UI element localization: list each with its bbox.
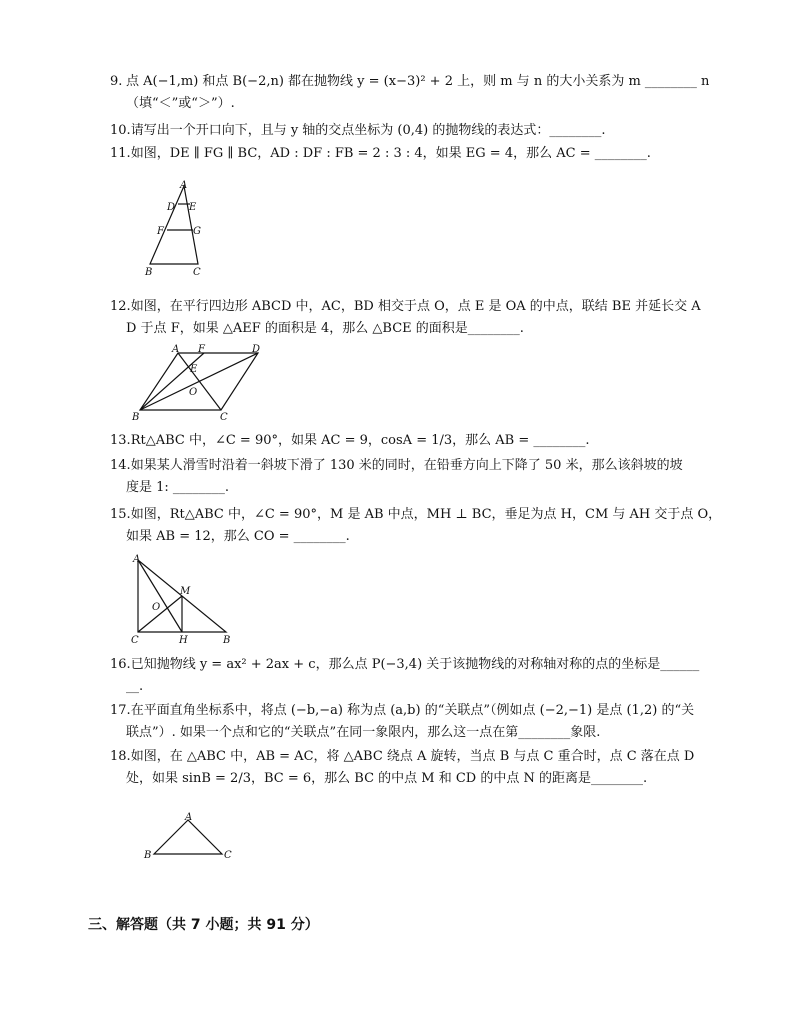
label-A: A — [185, 812, 193, 823]
label-A: A — [133, 554, 141, 565]
label-O: O — [189, 387, 198, 398]
label-C: C — [220, 412, 228, 423]
label-B: B — [132, 412, 140, 423]
label-C: C — [131, 635, 139, 646]
label-G: G — [193, 226, 201, 237]
question-text-cont: 处，如果 sinB = 2/3，BC = 6，那么 BC 的中点 M 和 CD 的中点 N 的距离是________. — [126, 771, 648, 786]
question-number: 18. — [110, 749, 131, 764]
question-text: 已知抛物线 y = ax² + 2ax + c，那么点 P(−3,4) 关于该抛物线的对称轴对称的点的坐标是______ — [130, 657, 700, 672]
question-text: 如图，在 △ABC 中，AB = AC，将 △ABC 绕点 A 旋转，当点 B 与点 C 重合时，点 C 落在点 D — [130, 749, 695, 764]
question-text: 如图，DE ∥ FG ∥ BC，AD : DF : FB = 2 : 3 : 4，如果 EG = 4，那么 AC = ________. — [130, 146, 651, 161]
question-number: 14. — [110, 458, 131, 473]
question-number: 15. — [110, 507, 131, 522]
question-9 — [110, 71, 710, 115]
label-A: A — [172, 344, 180, 355]
figure-12-parallelogram — [128, 340, 268, 424]
label-B: B — [144, 850, 152, 861]
label-B: B — [145, 267, 153, 278]
question-text-cont: （填“＜”或“＞”）. — [126, 96, 235, 111]
label-F: F — [157, 226, 164, 237]
question-17 — [110, 700, 710, 744]
question-number: 13. — [110, 433, 131, 448]
question-text: Rt△ABC 中，∠C = 90°，如果 AC = 9，cosA = 1/3，那么 AB = ________. — [130, 433, 590, 448]
question-text-cont: 度是 1: ________. — [126, 480, 230, 495]
question-16 — [110, 654, 710, 698]
question-number: 11. — [110, 146, 131, 161]
question-11 — [110, 143, 710, 165]
question-14 — [110, 455, 710, 499]
label-C: C — [224, 850, 232, 861]
question-text: 如图，在平行四边形 ABCD 中，AC，BD 相交于点 O，点 E 是 OA 的中点，联结 BE 并延长交 A — [130, 299, 701, 314]
question-number: 17. — [110, 703, 131, 718]
question-text-cont: 联点”）. 如果一个点和它的“关联点”在同一象限内，那么这一点在第________象限. — [126, 725, 601, 740]
question-13 — [110, 430, 710, 452]
label-M: M — [180, 586, 191, 597]
question-15 — [110, 504, 722, 548]
question-text-cont: 如果 AB = 12，那么 CO = ________. — [126, 529, 350, 544]
label-E: E — [190, 364, 198, 375]
question-text-cont: __. — [126, 679, 144, 694]
question-text: 在平面直角坐标系中，将点 (−b,−a) 称为点 (a,b) 的“关联点”（例如点 (−2,−1) 是点 (1,2) 的“关 — [130, 703, 695, 718]
question-text: 如图，Rt△ABC 中，∠C = 90°，M 是 AB 中点，MH ⊥ BC，垂足为点 H，CM 与 AH 交于点 O， — [130, 507, 722, 522]
question-10 — [110, 120, 710, 142]
label-C: C — [193, 267, 201, 278]
question-12 — [110, 296, 710, 340]
figure-18-isosceles-triangle — [140, 810, 240, 865]
figure-15-right-triangle — [128, 550, 238, 646]
label-D: D — [167, 202, 176, 213]
question-number: 12. — [110, 299, 131, 314]
label-H: H — [179, 635, 188, 646]
question-text: 如果某人滑雪时沿着一斜坡下滑了 130 米的同时，在铅垂方向上下降了 50 米，那么该斜坡的坡 — [130, 458, 683, 473]
label-D: D — [252, 344, 261, 355]
question-number: 10. — [110, 123, 131, 138]
figure-11-trapezoid — [140, 180, 210, 280]
label-O: O — [152, 602, 161, 613]
section-title: 三、解答题（共 7 小题；共 91 分） — [88, 917, 319, 933]
question-text-cont: D 于点 F，如果 △AEF 的面积是 4，那么 △BCE 的面积是________. — [126, 321, 524, 336]
question-number: 16. — [110, 657, 131, 672]
question-number: 9. — [110, 74, 123, 89]
label-F: F — [198, 344, 205, 355]
label-E: E — [189, 202, 197, 213]
question-text: 点 A(−1,m) 和点 B(−2,n) 都在抛物线 y = (x−3)² + 2 上，则 m 与 n 的大小关系为 m ________ n — [126, 74, 710, 89]
question-18 — [110, 746, 710, 790]
label-A: A — [180, 180, 188, 191]
question-text: 请写出一个开口向下，且与 y 轴的交点坐标为 (0,4) 的抛物线的表达式：________. — [130, 123, 606, 138]
label-B: B — [223, 635, 231, 646]
